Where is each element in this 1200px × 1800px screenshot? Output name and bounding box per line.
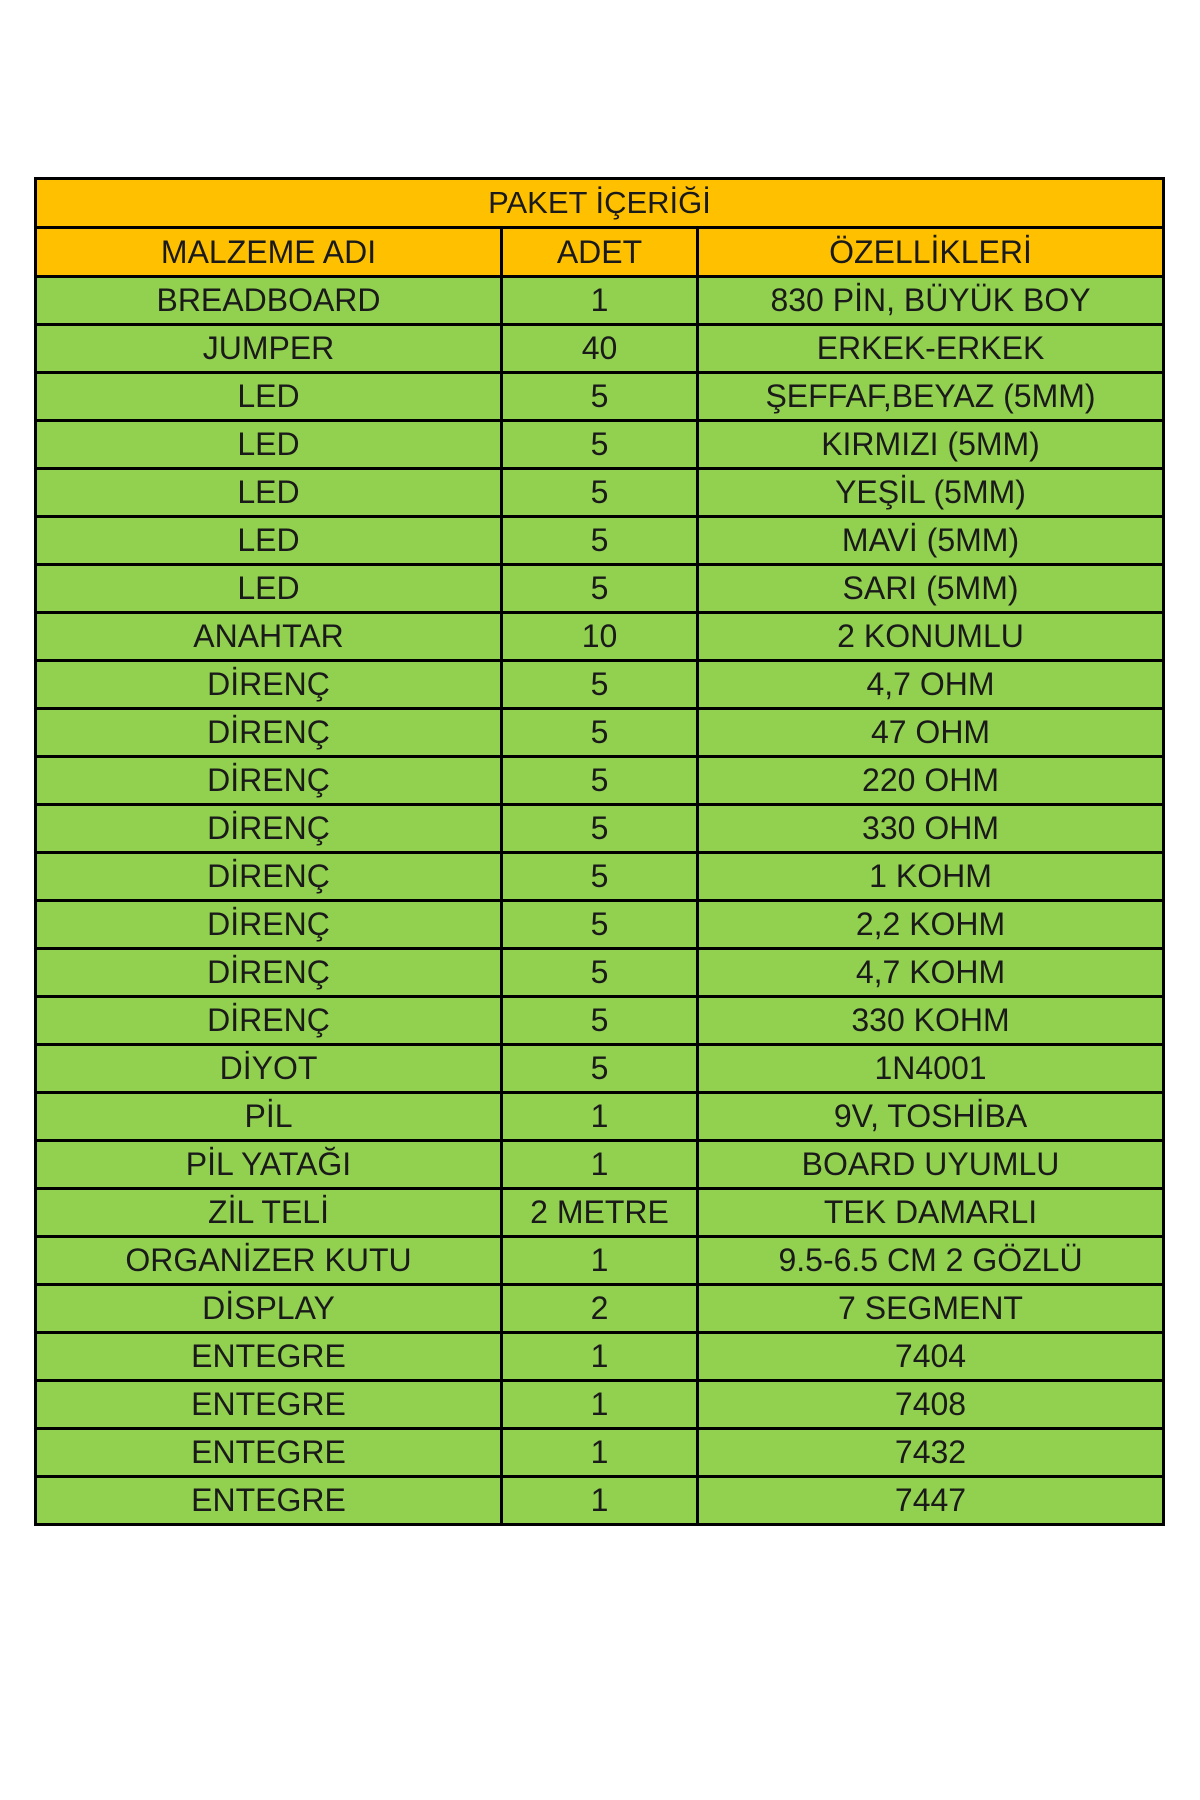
cell-material-name: DİRENÇ: [36, 757, 502, 805]
cell-material-name: LED: [36, 373, 502, 421]
cell-specifications: 9.5-6.5 CM 2 GÖZLÜ: [698, 1237, 1164, 1285]
table-header-row: [36, 228, 1164, 277]
cell-quantity: 5: [502, 757, 698, 805]
table-row: [36, 1381, 1164, 1429]
cell-specifications: 2,2 KOHM: [698, 901, 1164, 949]
cell-quantity: 2 METRE: [502, 1189, 698, 1237]
table-row: [36, 1141, 1164, 1189]
cell-material-name: DİRENÇ: [36, 901, 502, 949]
table-row: [36, 757, 1164, 805]
cell-quantity: 5: [502, 709, 698, 757]
cell-specifications: 1 KOHM: [698, 853, 1164, 901]
column-header-specifications: ÖZELLİKLERİ: [698, 228, 1164, 277]
cell-quantity: 5: [502, 1045, 698, 1093]
table-row: [36, 469, 1164, 517]
table-row: [36, 1189, 1164, 1237]
cell-quantity: 1: [502, 1477, 698, 1525]
table-row: [36, 1093, 1164, 1141]
column-header-material-name: MALZEME ADI: [36, 228, 502, 277]
cell-material-name: ENTEGRE: [36, 1477, 502, 1525]
table-row: [36, 277, 1164, 325]
cell-quantity: 1: [502, 1237, 698, 1285]
table-body: [36, 277, 1164, 1525]
cell-material-name: DİRENÇ: [36, 805, 502, 853]
cell-specifications: 4,7 KOHM: [698, 949, 1164, 997]
table-row: [36, 949, 1164, 997]
cell-material-name: LED: [36, 421, 502, 469]
table-title-row: [36, 179, 1164, 228]
cell-specifications: TEK DAMARLI: [698, 1189, 1164, 1237]
cell-material-name: BREADBOARD: [36, 277, 502, 325]
cell-quantity: 5: [502, 661, 698, 709]
cell-quantity: 1: [502, 1333, 698, 1381]
cell-specifications: 4,7 OHM: [698, 661, 1164, 709]
cell-specifications: ERKEK-ERKEK: [698, 325, 1164, 373]
column-header-quantity: ADET: [502, 228, 698, 277]
cell-material-name: ZİL TELİ: [36, 1189, 502, 1237]
cell-quantity: 1: [502, 1381, 698, 1429]
cell-quantity: 5: [502, 853, 698, 901]
cell-material-name: DİRENÇ: [36, 661, 502, 709]
cell-quantity: 5: [502, 901, 698, 949]
table-row: [36, 901, 1164, 949]
cell-material-name: DİRENÇ: [36, 997, 502, 1045]
cell-material-name: LED: [36, 469, 502, 517]
cell-specifications: 7447: [698, 1477, 1164, 1525]
cell-quantity: 5: [502, 565, 698, 613]
cell-quantity: 1: [502, 1093, 698, 1141]
cell-specifications: KIRMIZI (5MM): [698, 421, 1164, 469]
cell-quantity: 1: [502, 1141, 698, 1189]
cell-quantity: 5: [502, 469, 698, 517]
cell-specifications: 830 PİN, BÜYÜK BOY: [698, 277, 1164, 325]
table-row: [36, 997, 1164, 1045]
cell-material-name: ENTEGRE: [36, 1429, 502, 1477]
cell-specifications: 7432: [698, 1429, 1164, 1477]
cell-material-name: DİRENÇ: [36, 853, 502, 901]
table-row: [36, 1237, 1164, 1285]
cell-material-name: ENTEGRE: [36, 1333, 502, 1381]
cell-material-name: DİRENÇ: [36, 709, 502, 757]
table-row: [36, 1477, 1164, 1525]
table-row: [36, 517, 1164, 565]
table-row: [36, 325, 1164, 373]
cell-quantity: 40: [502, 325, 698, 373]
cell-quantity: 1: [502, 277, 698, 325]
cell-specifications: 220 OHM: [698, 757, 1164, 805]
cell-specifications: 7404: [698, 1333, 1164, 1381]
table-row: [36, 373, 1164, 421]
cell-quantity: 5: [502, 949, 698, 997]
cell-specifications: 330 KOHM: [698, 997, 1164, 1045]
cell-material-name: JUMPER: [36, 325, 502, 373]
table-row: [36, 661, 1164, 709]
package-contents-sheet: [34, 177, 1162, 1526]
cell-material-name: PİL: [36, 1093, 502, 1141]
cell-quantity: 5: [502, 805, 698, 853]
cell-specifications: 7408: [698, 1381, 1164, 1429]
cell-specifications: SARI (5MM): [698, 565, 1164, 613]
cell-material-name: ORGANİZER KUTU: [36, 1237, 502, 1285]
table-title: PAKET İÇERİĞİ: [36, 179, 1164, 228]
cell-material-name: LED: [36, 517, 502, 565]
cell-quantity: 5: [502, 517, 698, 565]
cell-material-name: DİYOT: [36, 1045, 502, 1093]
cell-material-name: ANAHTAR: [36, 613, 502, 661]
cell-specifications: 47 OHM: [698, 709, 1164, 757]
table-row: [36, 1333, 1164, 1381]
cell-specifications: 2 KONUMLU: [698, 613, 1164, 661]
table-row: [36, 1285, 1164, 1333]
cell-quantity: 2: [502, 1285, 698, 1333]
cell-material-name: LED: [36, 565, 502, 613]
cell-specifications: 7 SEGMENT: [698, 1285, 1164, 1333]
table-row: [36, 1429, 1164, 1477]
table-row: [36, 709, 1164, 757]
cell-specifications: YEŞİL (5MM): [698, 469, 1164, 517]
cell-quantity: 1: [502, 1429, 698, 1477]
cell-material-name: DİRENÇ: [36, 949, 502, 997]
table-row: [36, 853, 1164, 901]
table-row: [36, 1045, 1164, 1093]
table-row: [36, 613, 1164, 661]
cell-quantity: 5: [502, 997, 698, 1045]
cell-specifications: 1N4001: [698, 1045, 1164, 1093]
cell-material-name: PİL YATAĞI: [36, 1141, 502, 1189]
cell-quantity: 5: [502, 421, 698, 469]
cell-specifications: 9V, TOSHİBA: [698, 1093, 1164, 1141]
cell-quantity: 5: [502, 373, 698, 421]
cell-specifications: 330 OHM: [698, 805, 1164, 853]
table-row: [36, 421, 1164, 469]
package-contents-table: [34, 177, 1165, 1526]
cell-specifications: BOARD UYUMLU: [698, 1141, 1164, 1189]
cell-specifications: ŞEFFAF,BEYAZ (5MM): [698, 373, 1164, 421]
cell-quantity: 10: [502, 613, 698, 661]
table-row: [36, 805, 1164, 853]
cell-material-name: DİSPLAY: [36, 1285, 502, 1333]
cell-specifications: MAVİ (5MM): [698, 517, 1164, 565]
table-row: [36, 565, 1164, 613]
cell-material-name: ENTEGRE: [36, 1381, 502, 1429]
